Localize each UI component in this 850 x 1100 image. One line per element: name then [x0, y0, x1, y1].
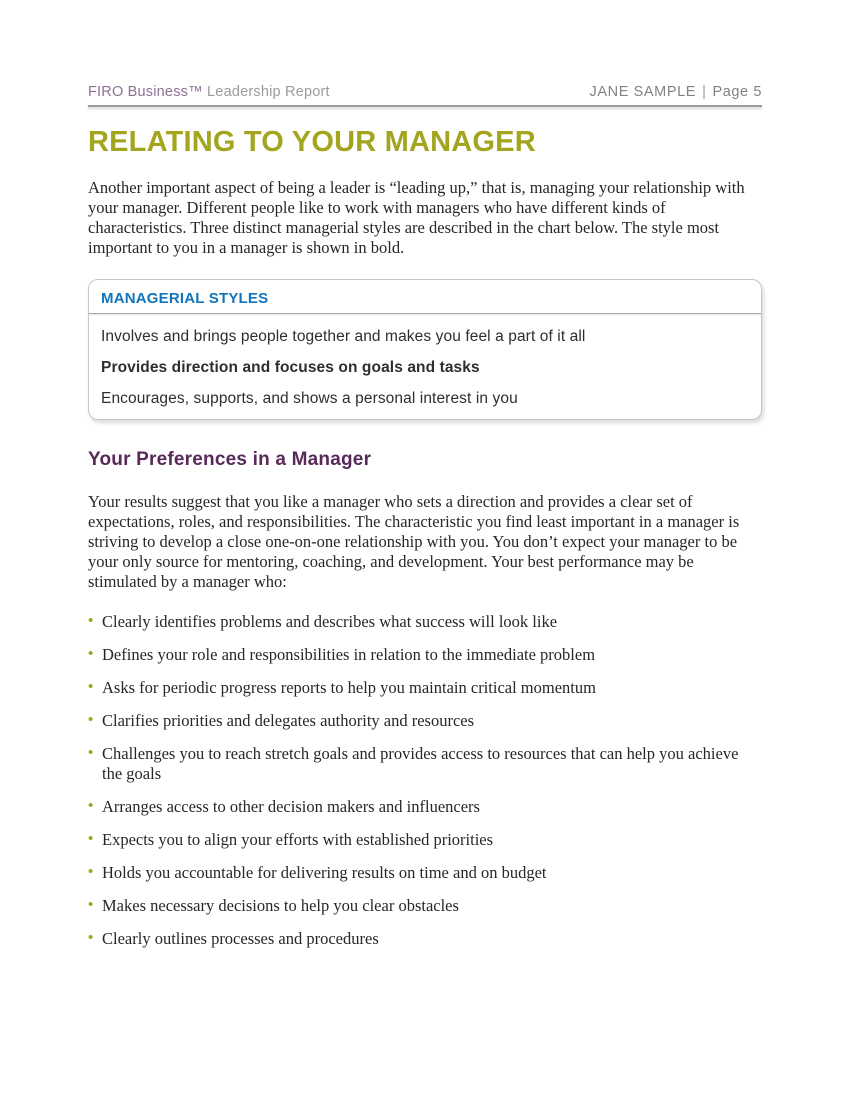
preference-item-text: Makes necessary decisions to help you clear obstacles — [102, 896, 459, 915]
preference-item — [88, 797, 762, 817]
user-name: JANE SAMPLE — [589, 84, 697, 100]
bullet-dot-icon: • — [88, 896, 94, 913]
preference-item — [88, 744, 762, 784]
header-separator: | — [702, 84, 707, 100]
style-row-control-bold: Provides direction and focuses on goals and tasks — [101, 359, 480, 376]
bullet-dot-icon: • — [88, 830, 94, 847]
report-product: Leadership Report — [202, 84, 330, 100]
header-rule — [88, 105, 762, 107]
report-brand: FIRO Business™ — [88, 84, 203, 100]
bullet-dot-icon: • — [88, 645, 94, 662]
preference-item — [88, 896, 762, 916]
page-header — [88, 84, 762, 105]
preferences-list — [88, 612, 762, 949]
preference-item-text: Asks for periodic progress reports to help you maintain critical momentum — [102, 678, 596, 697]
bullet-dot-icon: • — [88, 678, 94, 695]
page-number: Page 5 — [712, 84, 762, 100]
preference-item-text: Clarifies priorities and delegates authority and resources — [102, 711, 475, 730]
styles-box-title: MANAGERIAL STYLES — [101, 290, 269, 307]
bullet-dot-icon: • — [88, 744, 94, 761]
intro-paragraph: Another important aspect of being a leader is “leading up,” that is, managing your relationship with your manager. Different people like to work with managers who have different kinds of characteristics. Three distinct managerial styles are described in the chart below. The style most important to you in a manager is shown in bold. — [88, 178, 745, 257]
preference-item-text: Defines your role and responsibilities in relation to the immediate problem — [102, 645, 596, 664]
preference-item-text: Clearly outlines processes and procedures — [102, 929, 379, 948]
header-brand-group — [88, 84, 330, 100]
styles-box-rule — [89, 313, 761, 314]
preference-item — [88, 645, 762, 665]
style-row-inclusion: Involves and brings people together and makes you feel a part of it all — [101, 328, 586, 345]
preference-item — [88, 863, 762, 883]
bullet-dot-icon: • — [88, 711, 94, 728]
bullet-dot-icon: • — [88, 797, 94, 814]
preference-item — [88, 612, 762, 632]
bullet-dot-icon: • — [88, 612, 94, 629]
preference-item — [88, 830, 762, 850]
page-title: RELATING TO YOUR MANAGER — [88, 126, 536, 158]
style-row-affection: Encourages, supports, and shows a personal interest in you — [101, 390, 518, 407]
preference-item — [88, 678, 762, 698]
preferences-paragraph: Your results suggest that you like a manager who sets a direction and provides a clear set of expectations, roles, and responsibilities. The characteristic you find least important in a manager is striving to develop a close one-on-one relationship with you. You don’t expect your manager to be your only source for mentoring, coaching, and development. Your best performance may be stimulated by a manager who: — [88, 492, 740, 591]
preference-item-text: Clearly identifies problems and describes what success will look like — [102, 612, 558, 631]
preference-item — [88, 711, 762, 731]
preference-item — [88, 929, 762, 949]
managerial-styles-box — [88, 279, 762, 420]
bullet-dot-icon: • — [88, 863, 94, 880]
preference-item-text: Holds you accountable for delivering results on time and on budget — [102, 863, 547, 882]
header-user-group — [590, 84, 762, 100]
preference-item-text: Challenges you to reach stretch goals and provides access to resources that can help you achieve the goals — [102, 744, 739, 783]
bullet-dot-icon: • — [88, 929, 94, 946]
preference-item-text: Arranges access to other decision makers and influencers — [102, 797, 480, 816]
preference-item-text: Expects you to align your efforts with established priorities — [102, 830, 494, 849]
preferences-heading: Your Preferences in a Manager — [88, 449, 372, 470]
